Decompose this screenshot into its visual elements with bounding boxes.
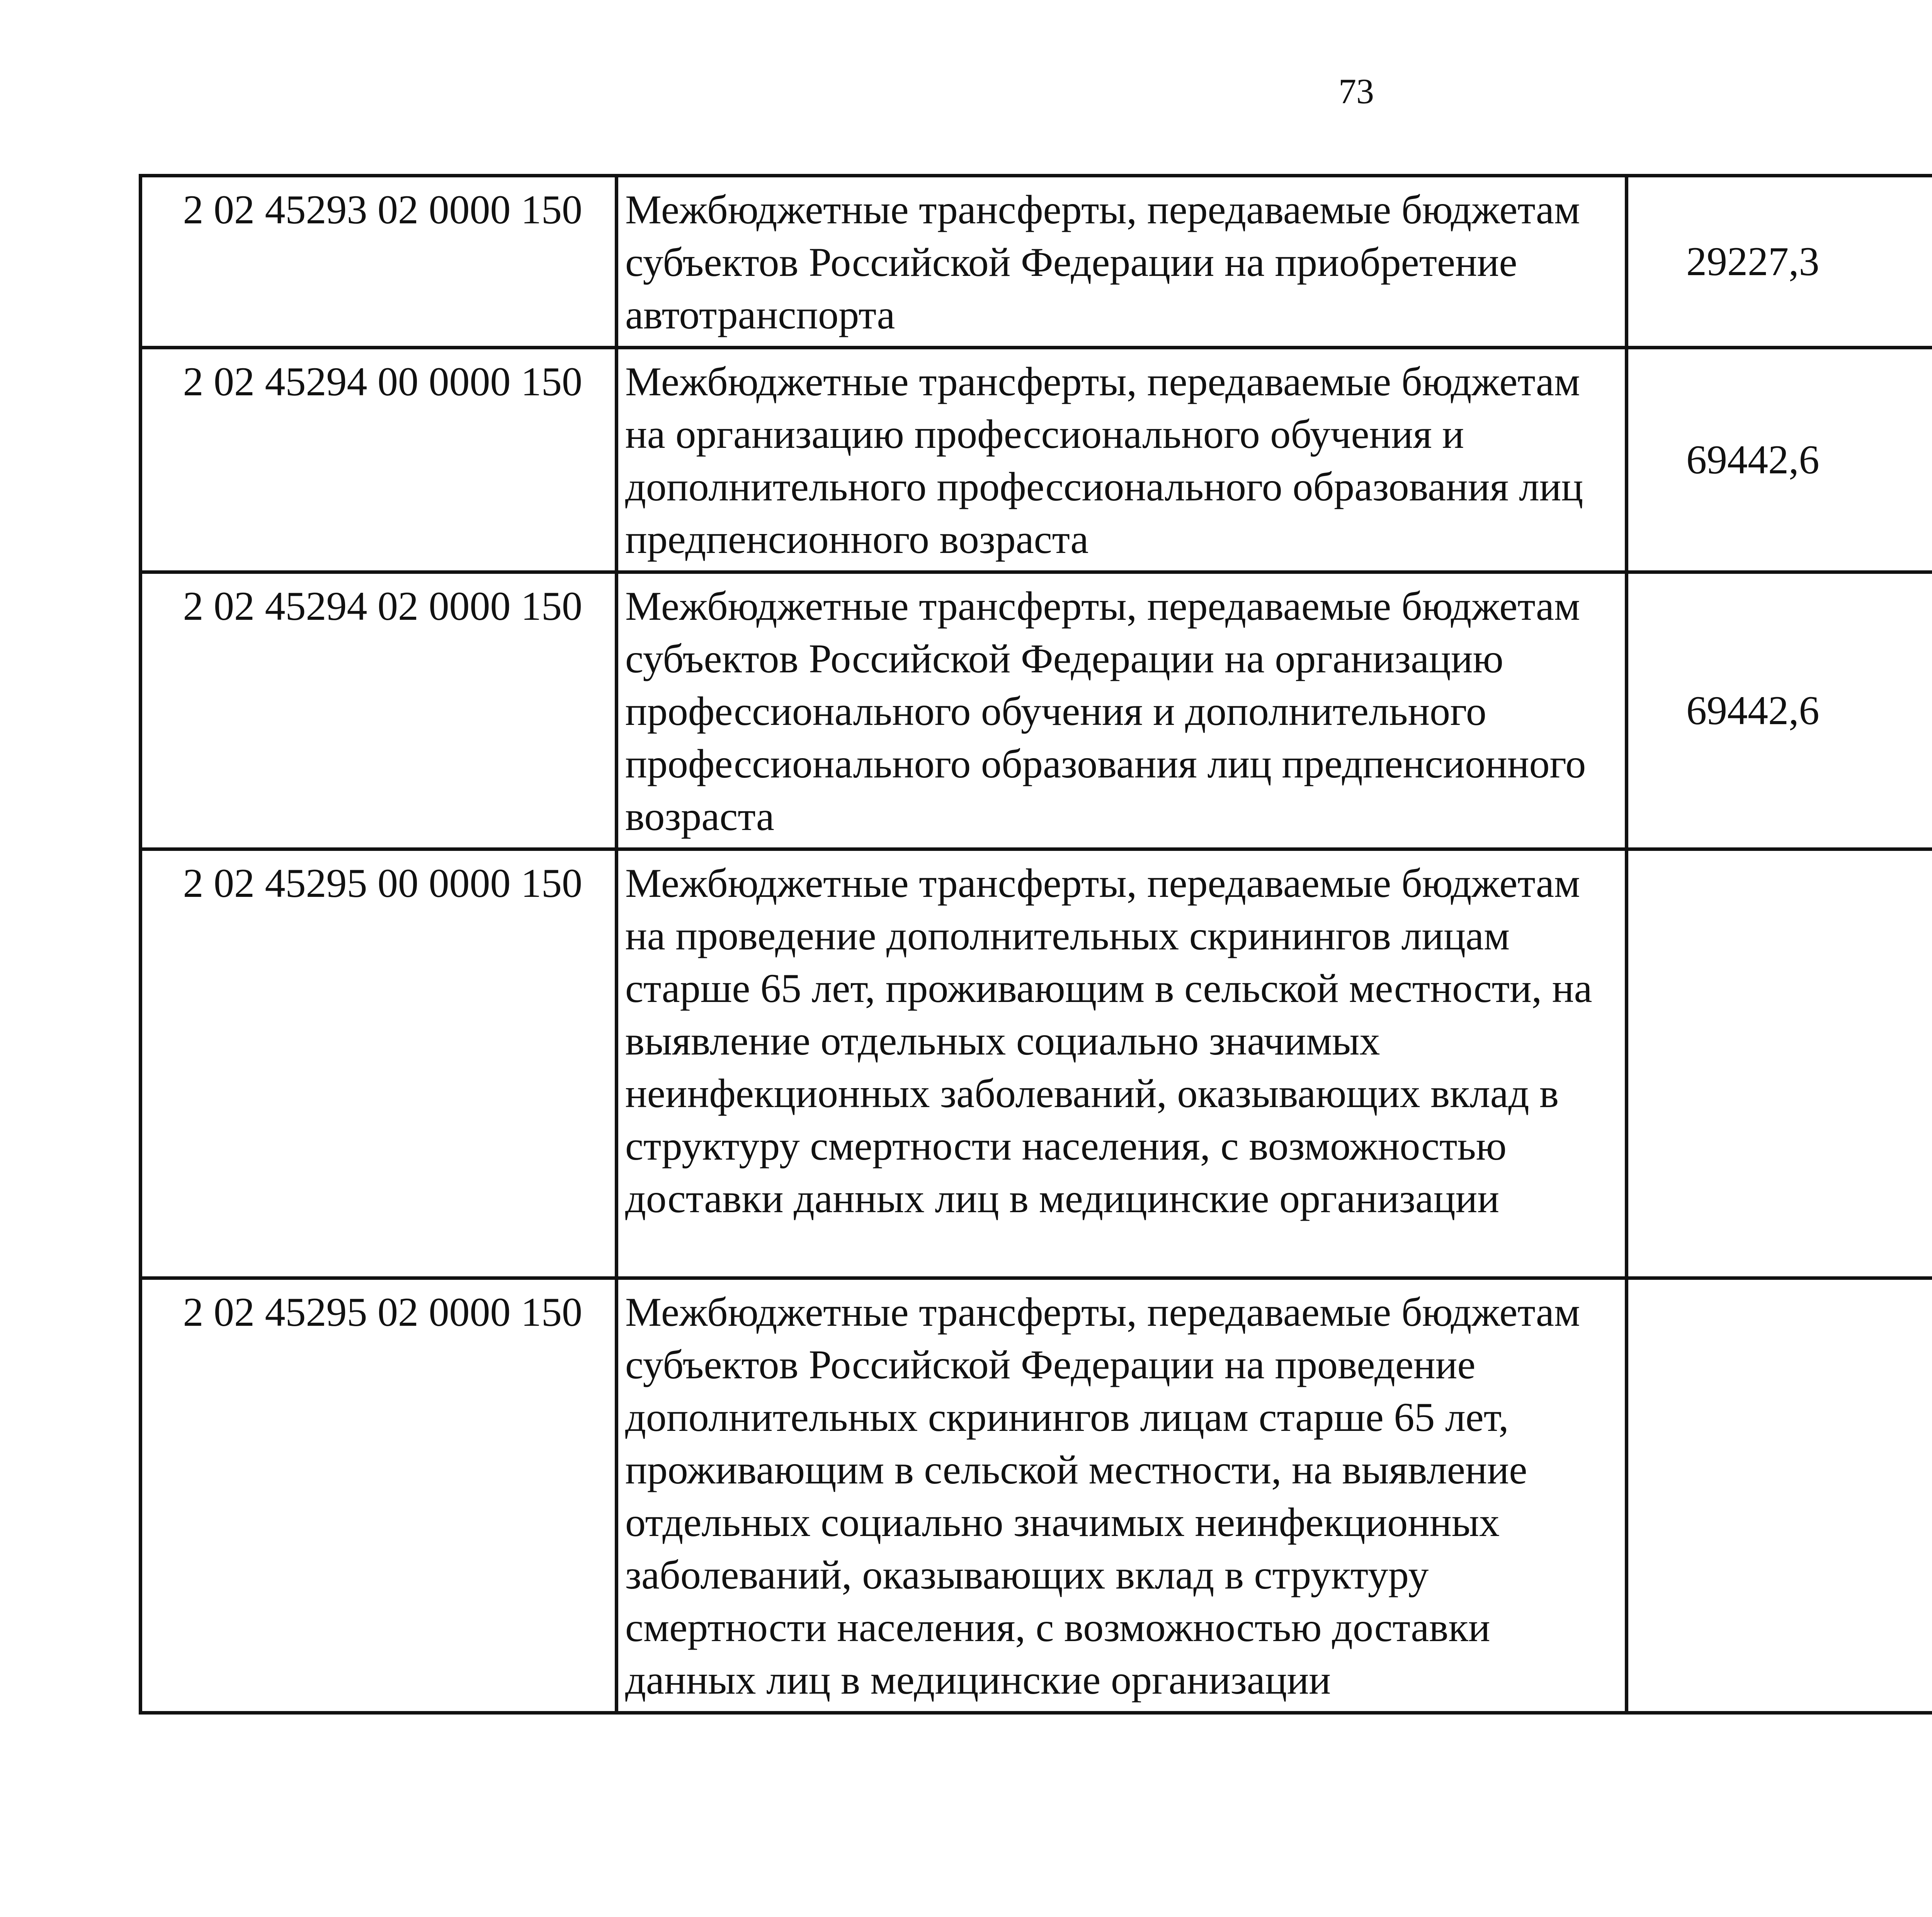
table-row bbox=[141, 1278, 1932, 1713]
budget-code-cell: 2 02 45294 00 0000 150 bbox=[141, 348, 617, 572]
budget-code-cell: 2 02 45295 02 0000 150 bbox=[141, 1278, 617, 1713]
description-cell: Межбюджетные трансферты, передаваемые бюджетам на проведение дополнительных скринингов лицам старше 65 лет, проживающим в сельской местности, на выявление отдельных социально значимых неинфекционных заболеваний, оказывающих вклад в структуру смертности населения, с возможностью доставки данных лиц в медицинские организации bbox=[617, 849, 1627, 1278]
table-row bbox=[141, 849, 1932, 1278]
page-number: 73 bbox=[1338, 71, 1374, 111]
value-cell-1: 69442,6 bbox=[1627, 348, 1932, 572]
description-cell: Межбюджетные трансферты, передаваемые бюджетам субъектов Российской Федерации на организацию профессионального обучения и дополнительного профессионального образования лиц предпенсионного возраста bbox=[617, 572, 1627, 849]
budget-table bbox=[139, 174, 1932, 1715]
value-cell-1 bbox=[1627, 849, 1932, 1278]
value-cell-1: 29227,3 bbox=[1627, 176, 1932, 348]
value-cell-1 bbox=[1627, 1278, 1932, 1713]
table-body bbox=[141, 176, 1932, 1713]
budget-code-cell: 2 02 45293 02 0000 150 bbox=[141, 176, 617, 348]
description-cell: Межбюджетные трансферты, передаваемые бюджетам на организацию профессионального обучения и дополнительного профессионального образования лиц предпенсионного возраста bbox=[617, 348, 1627, 572]
budget-code-cell: 2 02 45295 00 0000 150 bbox=[141, 849, 617, 1278]
description-cell: Межбюджетные трансферты, передаваемые бюджетам субъектов Российской Федерации на проведение дополнительных скринингов лицам старше 65 лет, проживающим в сельской местности, на выявление отдельных социально значимых неинфекционных заболеваний, оказывающих вклад в структуру смертности населения, с возможностью доставки данных лиц в медицинские организации bbox=[617, 1278, 1627, 1713]
table-row bbox=[141, 348, 1932, 572]
table-row bbox=[141, 176, 1932, 348]
table-row bbox=[141, 572, 1932, 849]
value-cell-1: 69442,6 bbox=[1627, 572, 1932, 849]
budget-code-cell: 2 02 45294 02 0000 150 bbox=[141, 572, 617, 849]
description-cell: Межбюджетные трансферты, передаваемые бюджетам субъектов Российской Федерации на приобретение автотранспорта bbox=[617, 176, 1627, 348]
